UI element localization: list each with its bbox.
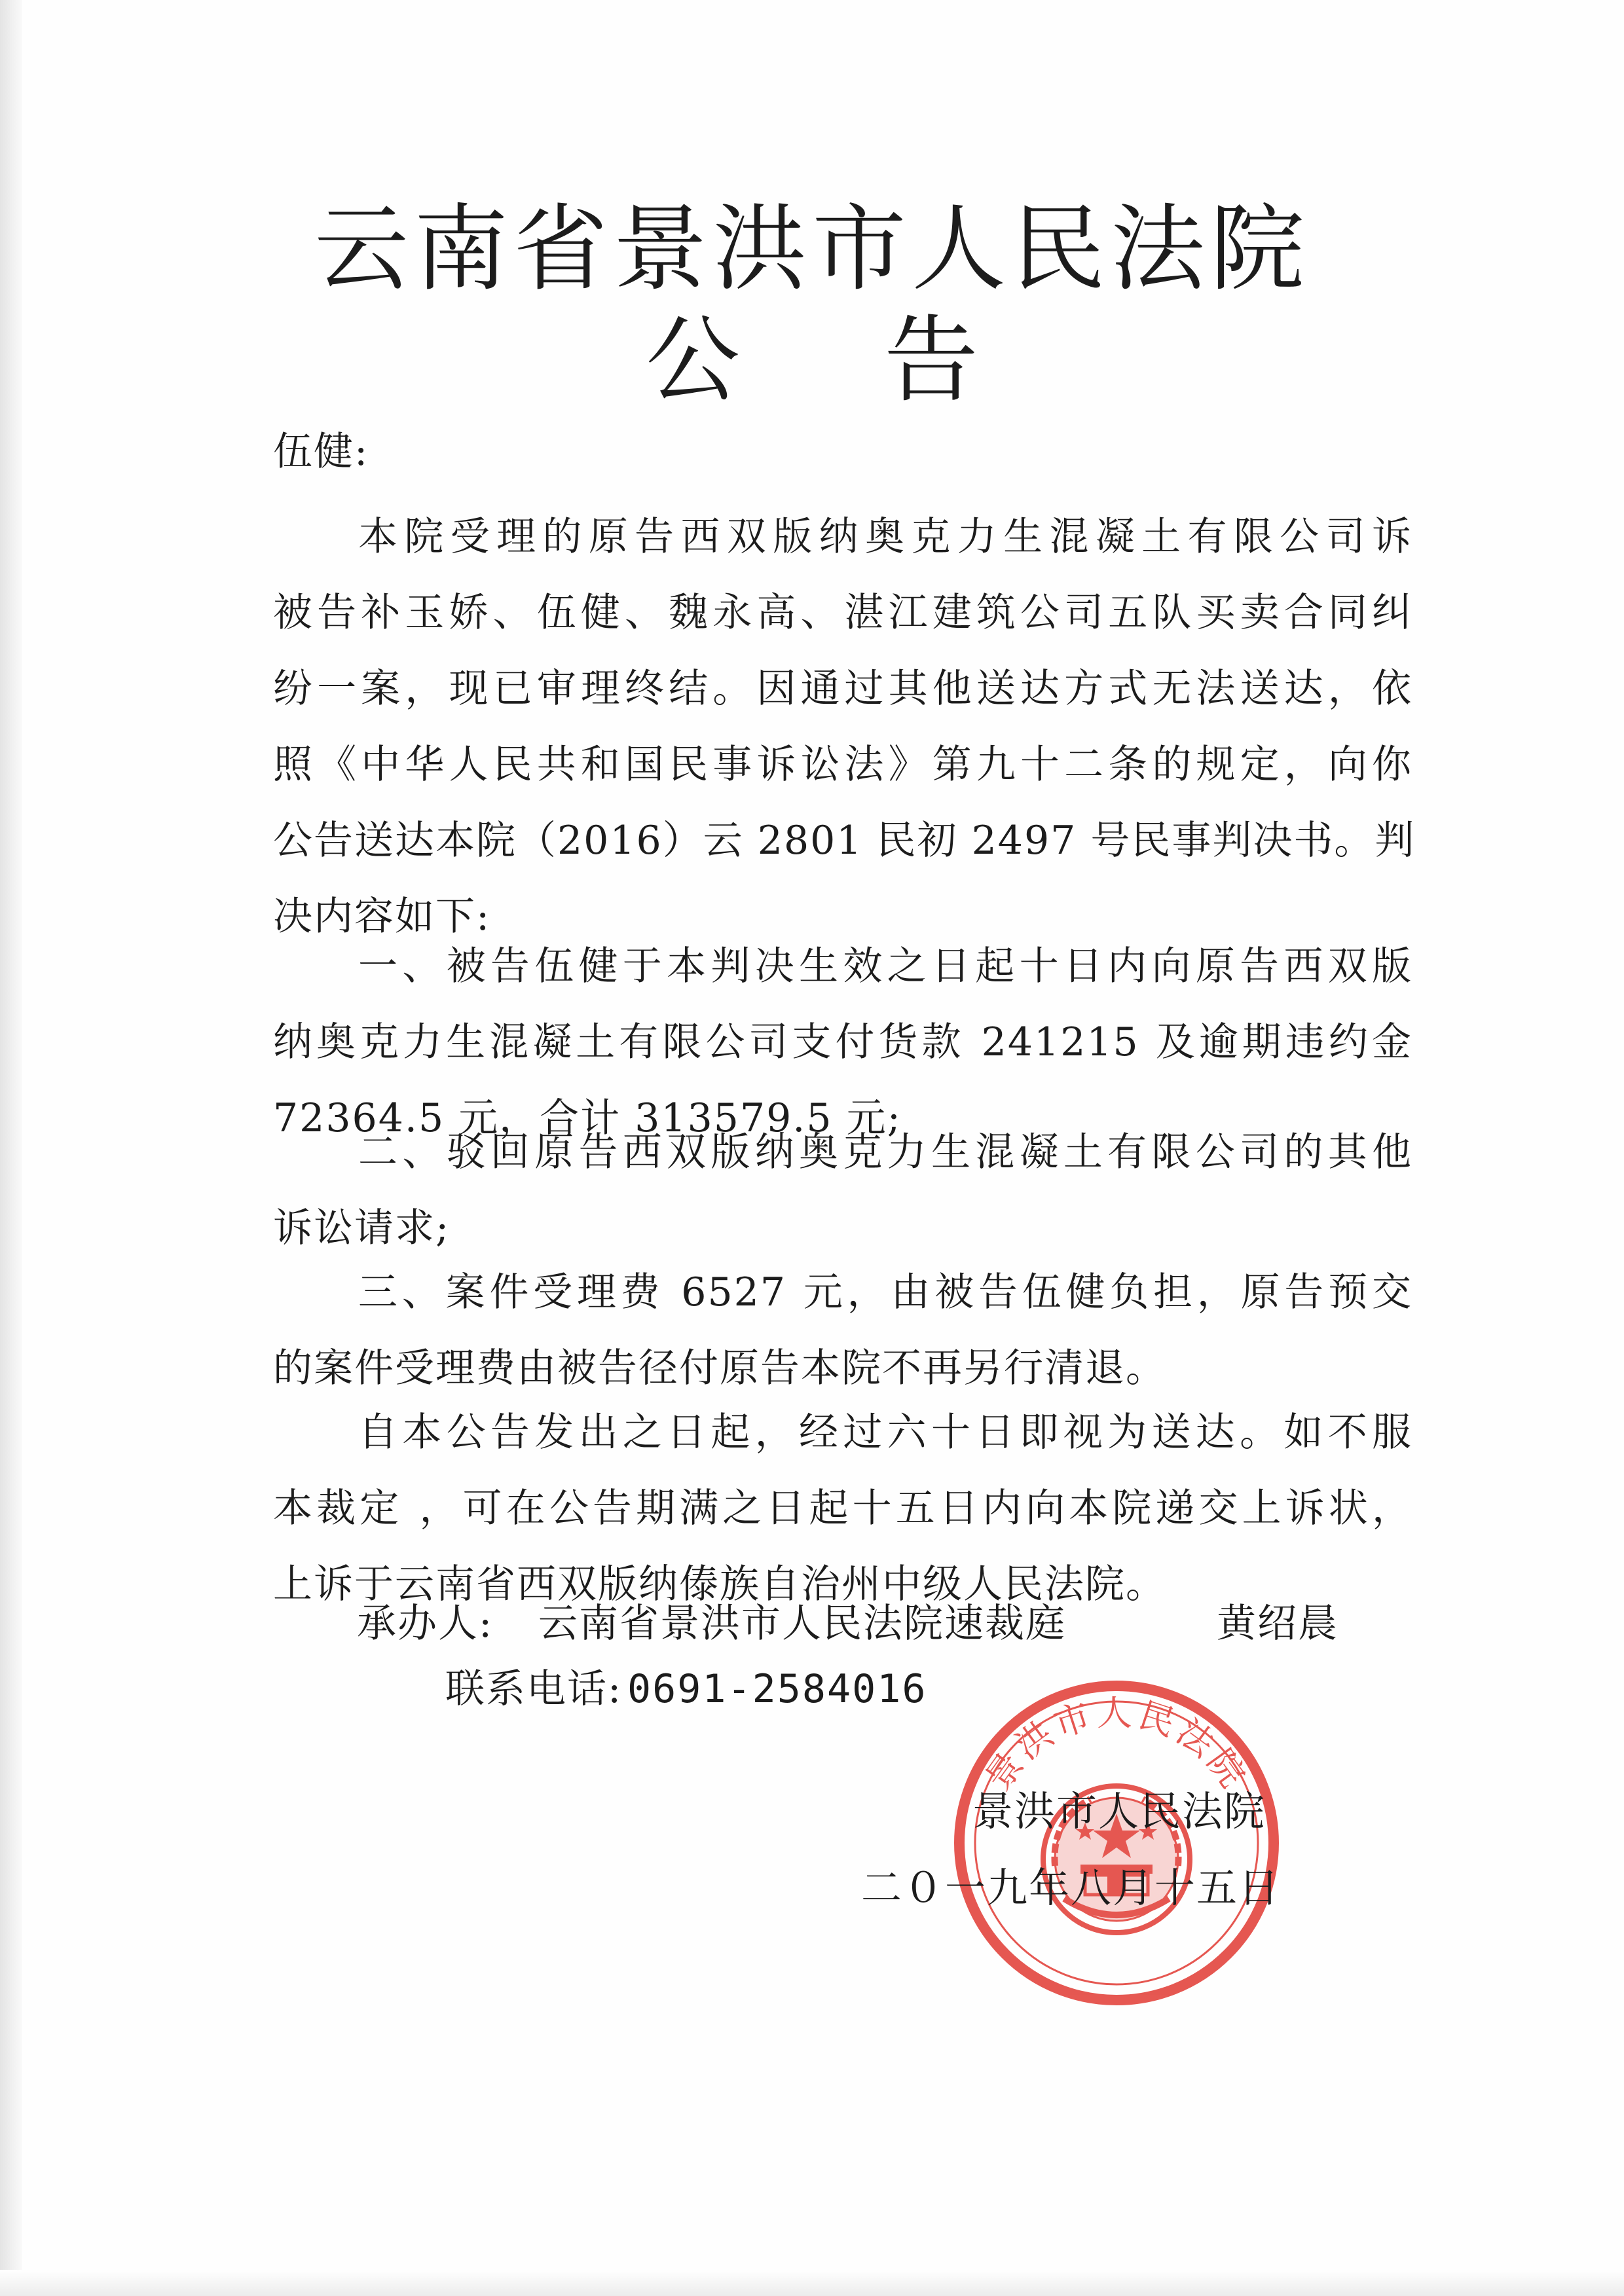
signing-date: 二０一九年八月十五日	[861, 1864, 1281, 1912]
paragraph-line: 决内容如下:	[273, 894, 491, 939]
paragraph-line: 上诉于云南省西双版纳傣族自治州中级人民法院。	[273, 1561, 1166, 1607]
phone-number: 0691-2584016	[627, 1666, 927, 1712]
paragraph-case-intro	[273, 499, 1416, 955]
scan-bottom-edge	[0, 2270, 1624, 2296]
paragraph-line: 的案件受理费由被告径付原告本院不再另行清退。	[273, 1345, 1166, 1391]
document-subtitle: 公告	[645, 305, 1122, 415]
paragraph-line: 公告送达本院（2016）云 2801 民初 2497 号民事判决书。判	[273, 818, 1416, 864]
official-seal	[946, 1673, 1287, 2013]
paragraph-line: 照《中华人民共和国民事诉讼法》第九十二条的规定，向你	[273, 742, 1412, 788]
paragraph-line: 二、驳回原告西双版纳奥克力生混凝土有限公司的其他	[358, 1129, 1412, 1175]
paragraph-line: 诉讼请求;	[273, 1205, 451, 1251]
paragraph-line: 纷一案，现已审理终结。因通过其他送达方式无法送达，依	[273, 666, 1412, 712]
paragraph-line: 72364.5 元，合计 313579.5 元;	[273, 1095, 902, 1141]
paragraph-line: 自本公告发出之日起，经过六十日即视为送达。如不服	[358, 1410, 1412, 1455]
paragraph-line: 纳奥克力生混凝土有限公司支付货款 241215 及逾期违约金	[273, 1019, 1412, 1065]
signing-court: 景洪市人民法院	[972, 1787, 1266, 1835]
addressee: 伍健:	[273, 429, 369, 475]
handler-name: 黄绍晨	[1217, 1601, 1338, 1647]
document-title: 云南省景洪市人民法院	[314, 194, 1310, 304]
handler-label: 承办人:	[357, 1601, 494, 1647]
paragraph-line: 一、被告伍健于本判决生效之日起十日内向原告西双版	[358, 943, 1412, 989]
paragraph-service-notice	[273, 1394, 1412, 1622]
paragraph-line: 三、案件受理费 6527 元，由被告伍健负担，原告预交	[358, 1269, 1412, 1315]
handler-department: 云南省景洪市人民法院速裁庭	[538, 1601, 1066, 1647]
seal-arc-text: 景洪市人民法院	[978, 1694, 1255, 1798]
paragraph-judgment-item-3	[273, 1254, 1412, 1406]
paragraph-judgment-item-2	[273, 1114, 1412, 1266]
paragraph-line: 本院受理的原告西双版纳奥克力生混凝土有限公司诉	[358, 514, 1412, 560]
paragraph-line: 本裁定 ，可在公告期满之日起十五日内向本院递交上诉状，	[273, 1485, 1412, 1531]
paragraph-line: 被告补玉娇、伍健、魏永高、湛江建筑公司五队买卖合同纠	[273, 590, 1412, 636]
phone-label: 联系电话:	[445, 1666, 623, 1712]
